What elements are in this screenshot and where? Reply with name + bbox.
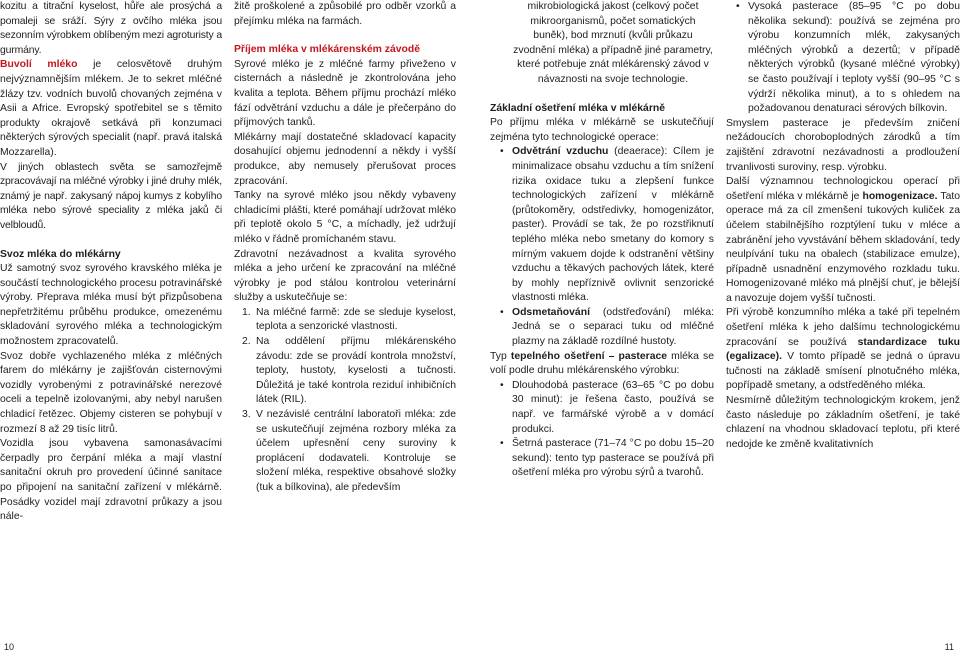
list-item: 1. Na mléčné farmě: zde se sleduje kyselost, teplota a senzorické vlastnosti.	[242, 306, 456, 333]
heading-milk-reception: Příjem mléka v mlékárenském závodě	[234, 44, 420, 56]
list-item: • Dlouhodobá pasterace (63–65 °C po dobu 30 minut): je řešena často, používá se např. ve farmářské výrobě a v domácí produkci.	[490, 379, 714, 437]
paragraph-buffalo-milk	[0, 58, 222, 160]
paragraph-cooling: Nesmírně důležitým technologickým krokem, jenž často následuje po základním ošetření, je také chlazení na vhodnou skladovací teplotu, při které nedojde ke změně kvalitativních	[726, 395, 960, 450]
paragraph-purpose: Smyslem pasterace je především zničení nežádoucích choroboplodných zárodků a tím zajištění zdravotní nezávadnosti a prodloužení trvanlivosti suroviny, resp. výrobku.	[726, 117, 960, 173]
left-page	[0, 0, 476, 606]
list-item: 2. Na oddělení příjmu mlékárenského závodu: zde se provádí kontrola množství, teploty, hustoty, kyselosti a tučnosti. Důležitá je také kontrola reziduí inhibičních látek (RIL).	[242, 336, 456, 406]
list-item: 3. V nezávislé centrální laboratoři mléka: zde se uskutečňují zejména rozbory mléka za účelem upřesnění ceny suroviny k proplácení dodavateli. Kontroluje se složení mléka, respektive obsahové složky (tuk a bílkovina), ale především	[242, 409, 456, 493]
control-list	[234, 306, 456, 496]
paragraph-basic-treatment: Po příjmu mléka v mlékárně se uskutečňují zejména tyto technologické operace:	[490, 117, 714, 143]
paragraph-standardisation: Při výrobě konzumního mléka a také při tepelném ošetření mléka k jeho dalšímu technologickému zpracování se používá standardizace tuku (egalizace). V tomto případě se jedná o úpravu tučnosti na základě smísení plnotučného mléka, popřípadě smetany, a odstředěného mléka.	[726, 307, 960, 392]
paragraph-other-milks: V jiných oblastech světa se samozřejmě zpracovávají na mléčné výrobky i jiné druhy mlék, známý je např. zakysaný nápoj kumys z kobylího mléka nebo sýrové speciality z mléka jaků či velbloudů.	[0, 161, 222, 231]
paragraph-transport-2: Svoz dobře vychlazeného mléka z mléčných farem do mlékárny je zajišťován cisternovými vozidly vyrobenými z potravinářské nerezové oceli a tepelně izolovanými, aby nebyl narušen chladicí řetězec. Objemy cisteren se pohybují v rozmezí 8 až 29 tisíc litrů.	[0, 350, 222, 435]
paragraph-transport-1: Už samotný svoz syrového kravského mléka je součástí technologického procesu potravinářské výroby. Přeprava mléka musí být přizpůsobena nepřetržitému průběhu produkce, omezenému skladování syrového mléka a technologickým možnostem zpracovatelů.	[0, 263, 222, 348]
paragraph-buffalo-text: je celosvětově druhým nejvýznamnějším mlékem. Je to sekret mléčné žlázy tzv. vodních buvolů chovaných zejména v Asii a Africe. Evropský spotřebitel se s těmito produkty okrajově setkává při konzumaci některých sýrových specialit (např. pravá italská Mozzarella).	[0, 59, 222, 158]
paragraph-transport-3: Vozidla jsou vybavena samonasávacími čerpadly pro čerpání mléka a mají vlastní sanitační okruh pro provedení účinné sanitace po připojení na sanitační zařízení v mlékárně. Posádky vozidel mají zdravotní průkazy a jsou nále-	[0, 438, 222, 523]
heading-basic-treatment: Základní ošetření mléka v mlékárně	[490, 102, 665, 114]
list-item: • Šetrná pasterace (71–74 °C po dobu 15–20 sekund): tento typ pasterace se používá při ošetření mléka pro výrobu sýrů a tvarohů.	[490, 437, 714, 481]
list-item: • Odvětrání vzduchu (deaerace): Cílem je minimalizace obsahu vzduchu a tím snížení rizika oxidace tuku a zlepšení funkce technologických zařízení v mlékárně (průtokoměry, odstředivky, homogenizátor, paster). Provádí se tak, že po rozstřiknutí teplého mléka nebo smetany do komory s mírným vakuem dojde k odstranění většiny vzduchu a těkavých pachových látek, které by mohly nepříznivě ovlivnit senzorické vlastnosti mléka.	[490, 145, 714, 306]
paragraph-reception-3: Tanky na syrové mléko jsou někdy vybaveny chladicími plášti, které pomáhají udržovat mléko při teplotě okolo 5 °C, a míchadly, jež udržují mléko v řádně promíchaném stavu.	[234, 190, 456, 245]
term-buffalo-milk: Buvolí mléko	[0, 59, 78, 71]
paragraph-reception-4: Zdravotní nezávadnost a kvalita syrového mléka a jeho určení ke zpracování na mléčné výrobky je pod stálou kontrolou veterinární služby a uskutečňuje se:	[234, 248, 456, 304]
heading-milk-transport: Svoz mléka do mlékárny	[0, 248, 121, 260]
paragraph-reception-1: Syrové mléko je z mléčné farmy přiveženo v cisternách a následně je zkontrolována jeho kvalita a teplota. Během příjmu prochází mléko fází odvětrání vzduchu a dále je přečerpáno do příjmových tanků.	[234, 58, 456, 129]
paragraph-sheep-milk: kozitu a titrační kyselost, hůře ale prosýchá a pomaleji se sráží. Sýry z ovčího mléka jsou sezonním výrobkem oblíbeným mezi agroturisty a gurmány.	[0, 1, 222, 56]
column-4	[726, 0, 960, 604]
pasteurisation-list-continued	[726, 0, 960, 117]
list-item: • Odsmetaňování (odstřeďování) mléka: Jedná se o separaci tuku od mléčné plazmy na základě rozdílné hustoty.	[490, 306, 714, 350]
pasteurisation-list	[490, 379, 714, 481]
column-2	[234, 0, 456, 604]
paragraph-continuation: žitě proškolené a způsobilé pro odběr vzorků a přejímku mléka na farmách.	[234, 1, 456, 27]
paragraph-pasteurisation-type: Typ tepelného ošetření – pasterace mléka se volí podle druhu mlékárenského výrobku:	[490, 350, 714, 377]
right-page	[490, 0, 960, 606]
page-number-right: 11	[944, 642, 954, 652]
column-1	[0, 0, 222, 604]
treatment-list	[490, 145, 714, 349]
paragraph-lab-continuation: mikrobiologická jakost (celkový počet mikroorganismů, počet somatických buněk), bod mrznutí (kvůli průkazu zvodnění mléka) a případně jiné parametry, které potřebuje znát mlékárenský závod v návaznosti na svoje technologie.	[513, 1, 713, 85]
column-3	[490, 0, 714, 604]
page-number-left: 10	[4, 642, 15, 652]
paragraph-homogenisation: Další významnou technologickou operací při ošetření mléka v mlékárně je homogenizace. Tato operace má za cíl zmenšení tukových kuliček za účelem stabilnějšího rozptýlení tuku v mléce a zabránění jeho vyvstávání během skladování, tedy neulpívání tuku na obalech (stabilizace emulze), případně usnadnění enzymového rozkladu tuku. Homogenizované mléko má plnější chuť, je bělejší a navozuje dojem vyšší tučnosti.	[726, 176, 960, 304]
paragraph-reception-2: Mlékárny mají dostatečné skladovací kapacity dosahující objemu jednodenní a někdy i vyšší produkce, aby nemusely přerušovat proces zpracování.	[234, 131, 456, 187]
list-item: • Vysoká pasterace (85–95 °C po dobu několika sekund): používá se zejména pro výrobu konzumních mlék, zakysaných mléčných výrobků a dezertů; v případě některých výrobků (kysané mléčné výrobky) se často používají i teploty vyšší (90–95 °C s výdrží několika minut), a to s ohledem na požadovanou denaturaci sérových bílkovin.	[726, 0, 960, 117]
